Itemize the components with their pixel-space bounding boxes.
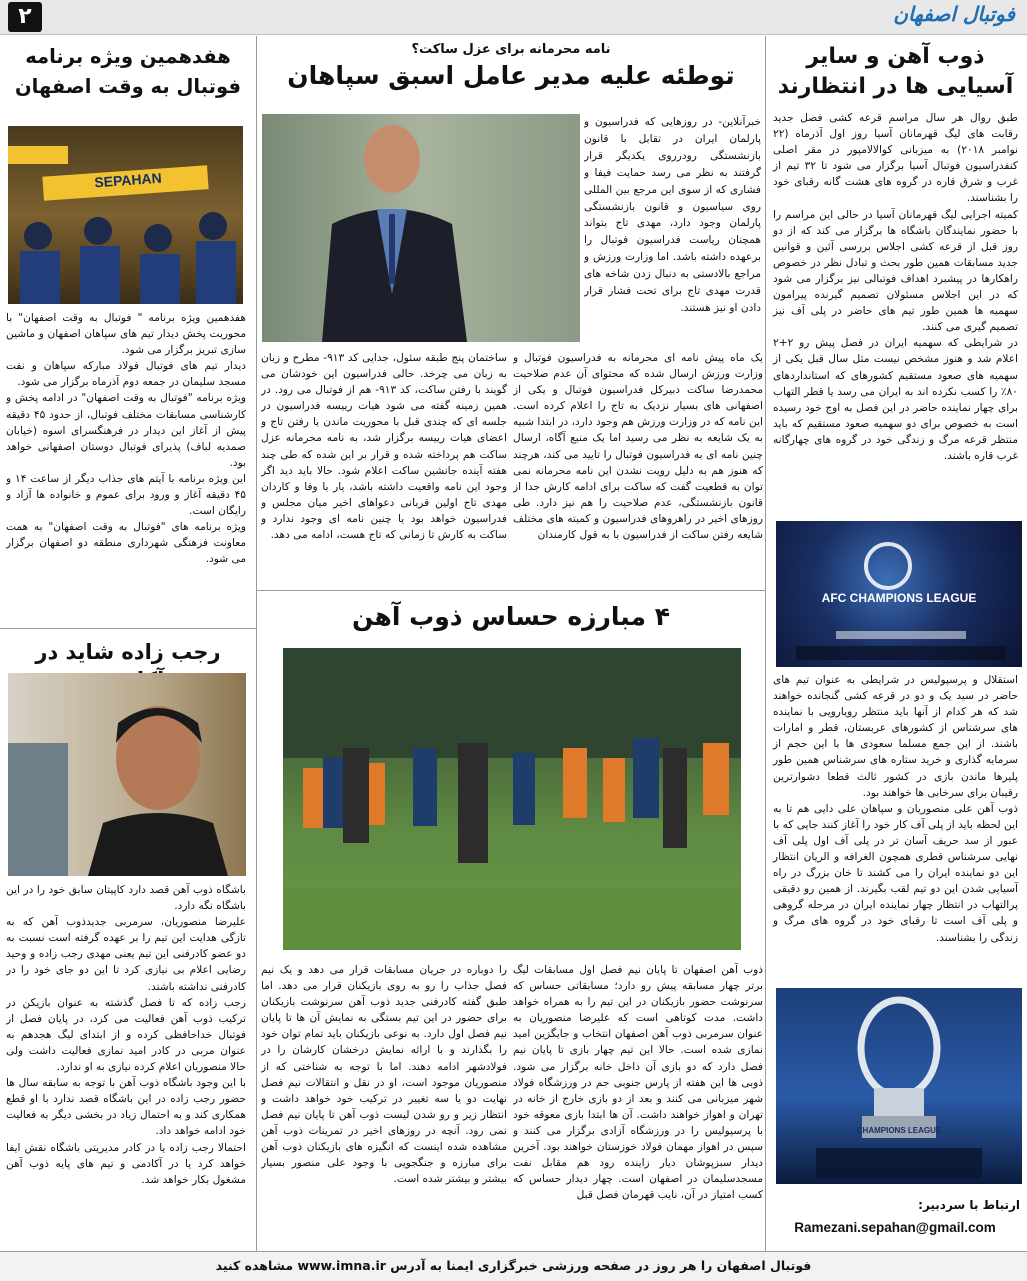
right-column-continued <box>768 672 1023 987</box>
rajabzadeh-paragraph: رجب زاده که تا فصل گذشته به عنوان بازیکن در ترکیب ذوب آهن فعالیت می کرد، در پایان فصل از فوتبال خداحافظی کرده و از ابتدای لیگ هجدهم به عنوان مربی در کادر امید نمازی فعالیت داشت ولی حالا منصوریان اعلام کرده نیازی به او ندارد. <box>6 996 246 1074</box>
page-footer: فوتبال اصفهان را هر روز در صفحه ورزشی خبرگزاری ایمنا به آدرس www.imna.ir مشاهده کنید <box>0 1251 1027 1281</box>
zob-ahan-paragraph: ذوب آهن اصفهان تا پایان نیم فصل اول مسابقات لیگ برتر چهار مسابقه پیش رو دارد؛ مسابقاتی حساس که سرنوشت حضور بازیکنان در این تیم را به همراه خواهد داشت. مدت کوتاهی است که علیرضا منصوریان به عنوان سرمربی ذوب آهن اصفهان انتخاب و جایگزین امید نمازی شده است. حالا این تیم چهار بازی تا پایان نیم فصل دارد که دو بازی آن داخل خانه برگزار می شود. ذوبی ها این هفته از پارس جنوبی جم در ورزشگاه فولاد شهر میزبانی می کنند و بعد از دو بازی خارج از خانه در تهران و اهواز خواهند داشت. آن ها ابتدا بازی معوقه خود با پرسپولیس را در ورزشگاه آزادی برگزار می کنند و سپس در اهواز مهمان فولاد خوزستان خواهند بود. آخرین دیدار سبزپوشان دیار زاینده رود هم مقابل نفت مسجدسلیمان در اصفهان است. چهار دیدار حساس که کسب امتیاز در آن، نایب قهرمان فصل قبل <box>513 964 763 1202</box>
article-intro-block <box>584 114 761 349</box>
program-paragraph: ویژه برنامه های "فوتبال به وقت اصفهان" به همت معاونت فرهنگی شهرداری منطقه دو اصفهان برگزار می شود. <box>6 521 246 566</box>
page-header <box>0 0 1027 35</box>
zob-ahan-col-right <box>513 962 763 1250</box>
rajabzadeh-paragraph: باشگاه ذوب آهن قصد دارد کاپیتان سابق خود را در این باشگاه نگه دارد. <box>6 884 246 913</box>
right-paragraph: در شرایطی که سهمیه ایران در فصل پیش رو ۲+۲ اعلام شد و هنوز مشخص نیست مثل سال قبل یکی از سهمیه های صعود مستقیم کشورهای که استانداردهای ۸۰٪ را کسب نکرده اند به ایران می رسد یا قطر التهاب برای چهار نماینده حاضر در این فصل به اوج خود رسیده است به خصوص برای دو سهمیه صعود مستقیم که باید منتظر قرعه مرگ و زندگی خود در گروه های چهارگانه غرب قاره باشند. <box>773 337 1018 462</box>
fans-photo <box>8 126 243 304</box>
right-headline: ذوب آهن و سایر آسیایی ها در انتظارند <box>777 44 1014 99</box>
right-paragraph: استقلال و پرسپولیس در شرایطی به عنوان تیم های حاضر در سید یک و دو در قرعه کشی گنجانده خواهند شد که هر کدام از آنها باید منتظر رویارویی با نماینده های سرشناس از کشورهای عربستان، قطر و امارات باشند. از این جمع مسلما سعودی ها با این حجم از سرمایه گذاری و خرید ستاره های سرشناس همین طور پلیرها ماندن بازی در کشور ثالث قطعا دشوارترین رقیبان برای سرخابی ها خواهند بود. <box>773 674 1018 799</box>
middle-section-rule <box>257 590 765 591</box>
afc-logo-text: AFC CHAMPIONS LEAGUE <box>821 591 977 605</box>
afc-champions-league-photo <box>776 521 1022 667</box>
right-paragraph: ذوب آهن علی منصوریان و سپاهان علی دایی هم تا به این لحظه باید از پلی آف کار خود را آغاز کنند جایی که با عبور از سد حریف آسان تر در پلی آف اول پلی آف نهایی سرشناس قطری همچون الغرافه و الریان انتظار این دو نماینده ایران را می کشند تا خان بزرگ در راه آسیایی شدن این دو تیم لقب بگیرند. از همین رو دقیقی پرالتهاب در انتظار چهار نماینده ایران در مرحله گروهی و پلی آف است تا رقبای خود در گروه های مرگ و زندگی را بشناسند. <box>773 802 1018 944</box>
page-number: ۲ <box>8 2 42 32</box>
right-paragraph: کمیته اجرایی لیگ قهرمانان آسیا در حالی این مراسم را با حضور نمایندگان باشگاه ها برگزار می کند که از دو روز قبل از قرعه کشی اجلاس بررسی آئین و قوانین جدید مسابقات همین طور بحث و تبادل نظر در خصوص راهکارها در پیشبرد اهداف فوتبالی نیز برگزار می شود که در این اجلاس مسئولان تصمیم گیرنده پیرامون سهمیه ها همین طور تیم های حاضر در پلی آف نیز تصمیم گیری می کنند. <box>773 208 1018 334</box>
article-headline: توطئه علیه مدیر عامل اسبق سپاهان <box>287 61 735 90</box>
trophy-plate-text: CHAMPIONS LEAGUE <box>856 1126 942 1135</box>
program-headline: هفدهمین ویژه برنامه فوتبال به وقت اصفهان <box>15 45 241 98</box>
article-intro: خبرآنلاین- در روزهایی که فدراسیون و پارلمان ایران در تقابل با قانون بازنشستگی رودرروی یکدیگر قرار گرفتند به نظر می رسد حمایت فیفا و فشاری که از سوی این مرجع بین المللی روی سیاسیون و قانون بازنشستگی پارلمان وجود دارد، مهدی تاج بتواند همچنان ریاست فدراسیون فوتبال را برعهده داشته باشد. اما وزارت ورزش و مراجع بالادستی به دنبال زدن شاخه های قدرت مهدی تاج برای تحت فشار قرار دادن او نیز هستند. <box>584 116 761 314</box>
rajabzadeh-paragraph: علیرضا منصوریان، سرمربی جدیدذوب آهن که به تازگی هدایت این تیم را بر عهده گرفته است نسبت به دو عضو کادرفنی این تیم یعنی مهدی رجب زاده و وحید رضایی اعلام بی نیازی کرد تا این دو جای خود را در کادرفنی نداشته باشند. <box>6 916 246 993</box>
director-portrait-photo <box>262 114 580 342</box>
rajabzadeh-headline: رجب زاده شاید در <box>35 640 221 664</box>
program-paragraph: این ویژه برنامه با آیتم های جذاب دیگر از ساعت ۱۴ و ۴۵ دقیقه آغاز و ورود برای عموم و خانواده ها آزاد و رایگان است. <box>6 472 246 518</box>
rajabzadeh-photo <box>8 673 246 876</box>
article-paragraph: یک ماه پیش نامه ای محرمانه به فدراسیون فوتبال و وزارت ورزش ارسال شده که محتوای آن عدم صلاحیت محمدرضا ساکت دبیرکل فدراسیون فوتبال و یکی از اصفهانی های بسیار نزدیک به تاج را اعلام کرده است. این نامه که در وزارت ورزش هم وجود دارد، در ابتدا شبیه به یک شایعه به نظر می رسید اما یک منبع آگاه، ارسال چنین نامه ای به فدراسیون فوتبال را تایید می کند، هرچند که هنوز هم به دلیل رویت نشدن این نامه محرمانه نمی توان به قطعیت گفت که ساکت برای ادامه کارش جدا از قانون بازنشستگی، عدم صلاحیت را هم نیز دارد. طی روزهای اخیر در راهروهای فدراسیون و کمیته های مختلف شایعه رفتن ساکت از فدراسیون با به قول کارمندان <box>513 352 763 542</box>
article-col-left <box>261 350 507 582</box>
trophy-photo <box>776 988 1022 1184</box>
column-rule-right <box>765 36 766 1251</box>
program-article <box>6 310 246 624</box>
program-paragraph: ویژه برنامه "فوتبال به وقت اصفهان" در ادامه پخش و کارشناسی مسابقات مختلف فوتبال، از حدود ۴۵ دقیقه پیش از آغاز این دیدار در فرهنگسرای اسوه (خیابان صمدیه لباف) پذیرای فوتبال دوستان اصفهانی خواهد بود. <box>6 392 246 469</box>
program-paragraph: هفدهمین ویژه برنامه " فوتبال به وقت اصفهان" با محوریت پخش دیدار تیم های سپاهان اصفهان و ماشین سازی تبریز برگزار می شود. <box>6 312 246 357</box>
rajabzadeh-paragraph: با این وجود باشگاه ذوب آهن با توجه به سابقه سال ها حضور رجب زاده در این باشگاه قصد ندارد با او قطع همکاری کند و به احتمال زیاد در بخشی دیگر به فعالیت خود ادامه خواهد داد. <box>6 1077 246 1138</box>
article-paragraph: ساختمان پنج طبقه سئول، جدایی کد ۹۱۳- مطرح و زبان به زبان می چرخد. حالی فدراسیون این خودشان می گویند با رفتن ساکت، کد ۹۱۳- هم از فوتبال می رود. در همین زمینه گفته می شود هیات رییسه فدراسیون در جلسه ای که چندی قبل با محوریت ماندن یا رفتن تاج و اعضای هیات رییسه برگزار شد، به نامه محرمانه عزل ساکت هم پرداخته شده و قرار بر این شده که طی چند هفته آینده جانشین ساکت اعلام شود. حالا باید دید اگر وجود این نامه واقعیت داشته باشد، یار با وفا و کاردان مهدی تاج اولین قربانی دعواهای اخیر میان مجلس و فدراسیون خواهد بود یا چنین نامه ای وجود ندارد و ساکت به کارش تا زمانی که تاج هست، ادامه می دهد. <box>261 352 507 542</box>
column-rule-left <box>256 36 257 1251</box>
right-paragraph: طبق روال هر سال مراسم قرعه کشی فصل جدید رقابت های لیگ قهرمانان آسیا روز اول آذرماه (۲۲ نوامبر ۲۰۱۸) به میزبانی کوالالامپور در مقر اصلی کنفدراسیون فوتبال آسیا برگزار می شود تا ۳۲ تیم از غرب و شرق قاره در گروه های هشت گانه رقبای خود را بشناسند. <box>773 112 1018 205</box>
team-training-photo <box>283 648 741 950</box>
zob-ahan-col-left <box>261 962 507 1250</box>
rajabzadeh-paragraph: احتمالا رجب زاده یا در کادر مدیریتی باشگاه نقش ایفا خواهد کرد یا در آکادمی و تیم های پایه ذوب آهن مشغول بکار خواهد شد. <box>6 1141 246 1186</box>
zob-ahan-headline: ۴ مبارزه حساس ذوب آهن <box>352 602 670 631</box>
program-paragraph: دیدار تیم های فوتبال فولاد مبارکه سپاهان و نفت مسجد سلیمان در جمعه دوم آذرماه برگزار می شود. <box>6 360 246 389</box>
contact-email[interactable]: Ramezani.sepahan@gmail.com <box>794 1220 996 1235</box>
rajabzadeh-article <box>6 882 246 1250</box>
article-kicker: نامه محرمانه برای عزل ساکت؟ <box>411 42 611 57</box>
contact-label: ارتباط با سردبیر: <box>918 1198 1020 1212</box>
sepahan-banner-text: SEPAHAN <box>93 169 163 191</box>
left-section-rule <box>0 628 256 629</box>
article-col-right <box>513 350 763 582</box>
zob-ahan-paragraph: را دوباره در جریان مسابقات قرار می دهد و یک نیم فصل جذاب را رو به روی بازیکنان قرار می دهد. اما طبق گفته کادرفنی جدید ذوب آهن سرنوشت بازیکنان برای حضور در این تیم بستگی به نمایش آن ها تا پایان نیم فصل اول دارد. به نوعی بازیکنان باید تمام توان خود را بگذارند و با ارائه نمایش درخشان کارشان را در فولادشهر ادامه دهند. اما با توجه به شناختی که از منصوریان موجود است، او در نقل و انتقالات نیم فصل نهایت دو یا سه تغییر در ترکیب خود خواهد داشت و انتظار زیر و رو شدن لیست ذوب آهن تا پایان نیم فصل نمی رود. آنچه در روزهای اخیر در تمرینات ذوب آهن مشاهده شده اینست که انگیزه های بازیکنان ذوب آهن برای مبارزه و جنگجویی با وجود علی منصور بسیار بیشتر و بیشتر شده است. <box>261 964 507 1186</box>
section-logo: فوتبال اصفهان <box>893 2 1015 26</box>
contact-block <box>770 1198 1020 1248</box>
